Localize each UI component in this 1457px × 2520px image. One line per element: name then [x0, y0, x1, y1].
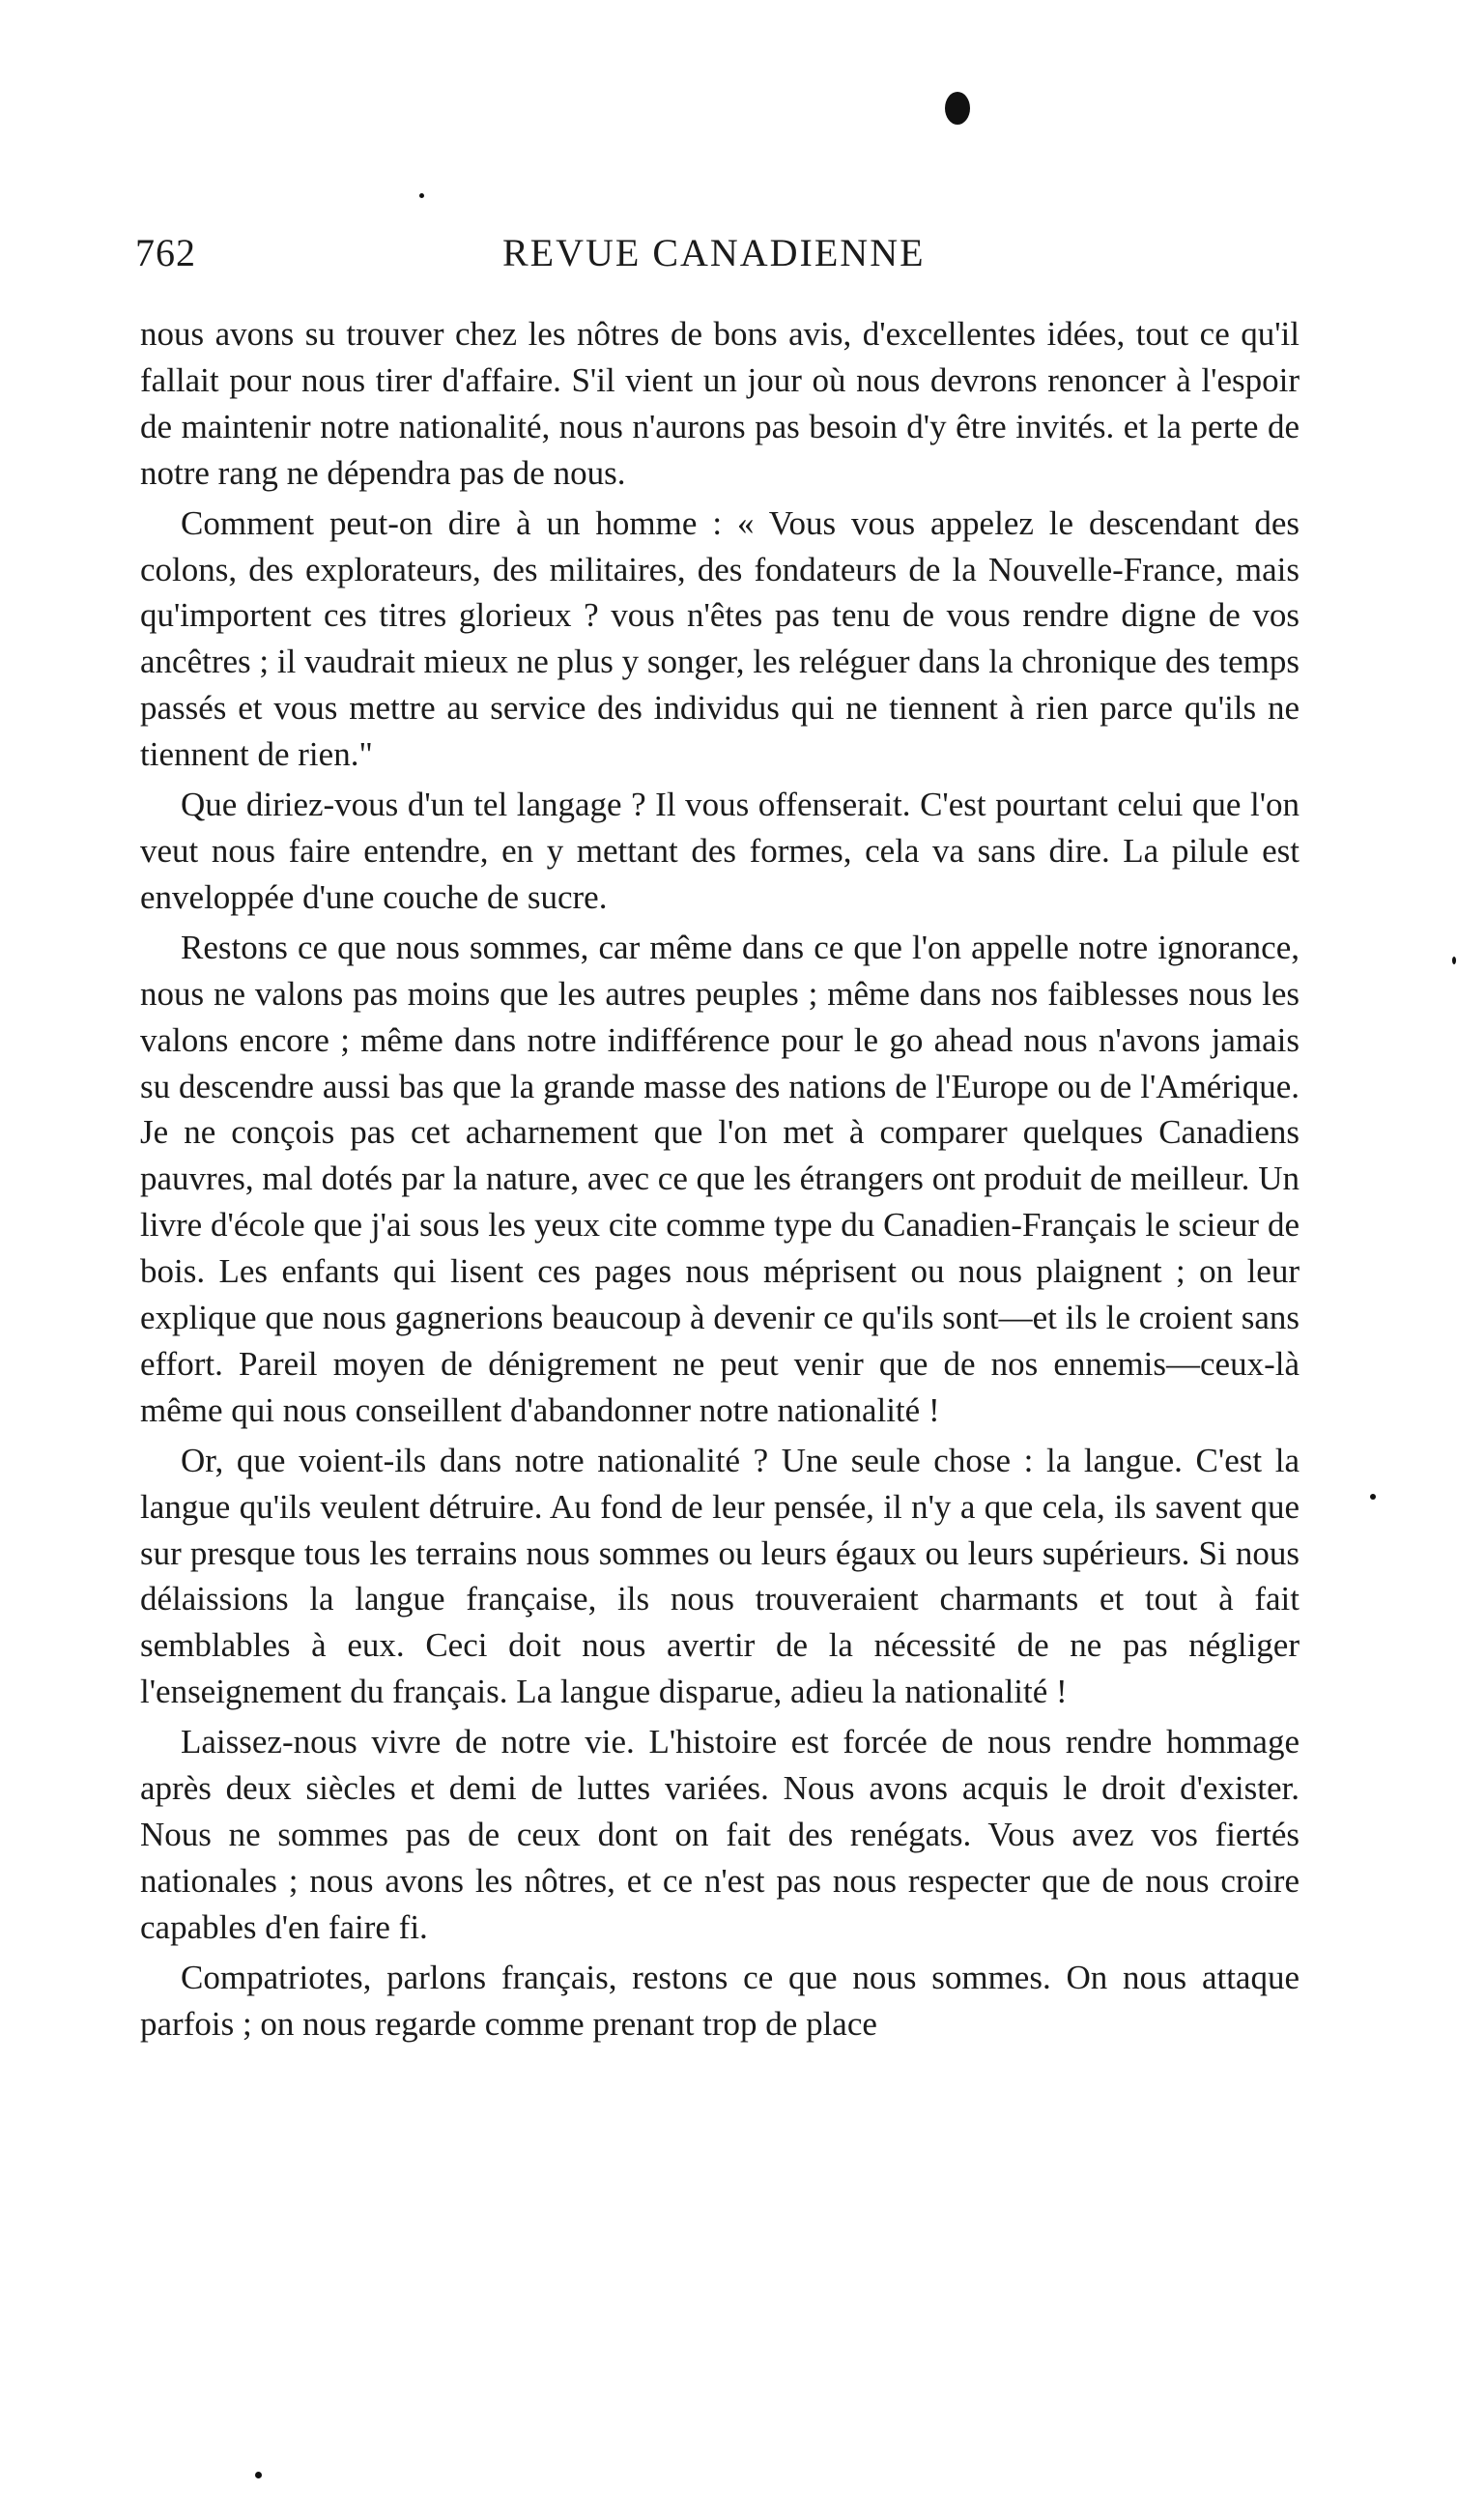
paragraph: Comment peut-on dire à un homme : « Vous vous appelez le descendant des colons, des explorateurs, des militaires, des fondateurs de la Nouvelle-France, mais qu'importent ces titres glorieux ? vous n'êtes pas tenu de vous rendre digne de vos ancêtres ; il vaudrait mieux ne plus y songer, les reléguer dans la chronique des temps passés et vous mettre au service des individus qui ne tiennent à rien parce qu'ils ne tiennent de rien."	[140, 503, 1300, 774]
ink-blot-mark	[945, 92, 970, 125]
ink-dot-mark	[1452, 957, 1456, 964]
paragraph-continued: nous avons su trouver chez les nôtres de bons avis, d'excellentes idées, tout ce qu'il fallait pour nous tirer d'affaire. S'il vient un jour où nous devrons renoncer à l'espoir de maintenir notre nationalité, nous n'aurons pas besoin d'y être invités. et la perte de notre rang ne dépendra pas de nous.	[140, 315, 1300, 492]
running-title: REVUE CANADIENNE	[502, 231, 926, 274]
paragraph: Que diriez-vous d'un tel langage ? Il vous offenserait. C'est pourtant celui que l'on veut nous faire entendre, en y mettant des formes, cela va sans dire. La pilule est enveloppée d'une couche de sucre.	[140, 786, 1300, 916]
paragraph: Compatriotes, parlons français, restons ce que nous sommes. On nous attaque parfois ; on nous regarde comme prenant trop de place	[140, 1958, 1300, 2043]
article-body	[140, 311, 1300, 2051]
ink-dot-mark	[255, 2472, 262, 2478]
ink-dot-mark	[1370, 1494, 1376, 1500]
paragraph: Or, que voient-ils dans notre nationalité ? Une seule chose : la langue. C'est la langue qu'ils veulent détruire. Au fond de leur pensée, il n'y a que cela, ils savent que sur presque tous les terrains nous sommes ou leurs égaux ou leurs supérieurs. Si nous délaissions la langue française, ils nous trouveraient charmants et tout à fait semblables à eux. Ceci doit nous avertir de la nécessité de ne pas négliger l'enseignement du français. La langue disparue, adieu la nationalité !	[140, 1441, 1300, 1711]
paragraph: Restons ce que nous sommes, car même dans ce que l'on appelle notre ignorance, nous ne valons pas moins que les autres peuples ; même dans nos faiblesses nous les valons encore ; même dans notre indifférence pour le go ahead nous n'avons jamais su descendre aussi bas que la grande masse des nations de l'Europe ou de l'Amérique. Je ne conçois pas cet acharnement que l'on met à comparer quelques Canadiens pauvres, mal dotés par la nature, avec ce que les étrangers ont produit de meilleur. Un livre d'école que j'ai sous les yeux cite comme type du Canadien-Français le scieur de bois. Les enfants qui lisent ces pages nous méprisent ou nous plaignent ; on leur explique que nous gagnerions beaucoup à devenir ce qu'ils sont—et ils le croient sans effort. Pareil moyen de dénigrement ne peut venir que de nos ennemis—ceux-là même qui nous conseillent d'abandonner notre nationalité !	[140, 928, 1300, 1429]
page-number: 762	[135, 231, 196, 274]
page-header	[135, 230, 1295, 288]
paragraph: Laissez-nous vivre de notre vie. L'histoire est forcée de nous rendre hommage après deux siècles et demi de luttes variées. Nous avons acquis le droit d'exister. Nous ne sommes pas de ceux dont on fait des renégats. Vous avez vos fiertés nationales ; nous avons les nôtres, et ce n'est pas nous respecter que de nous croire capables d'en faire fi.	[140, 1723, 1300, 1946]
ink-dot-mark	[419, 193, 424, 198]
